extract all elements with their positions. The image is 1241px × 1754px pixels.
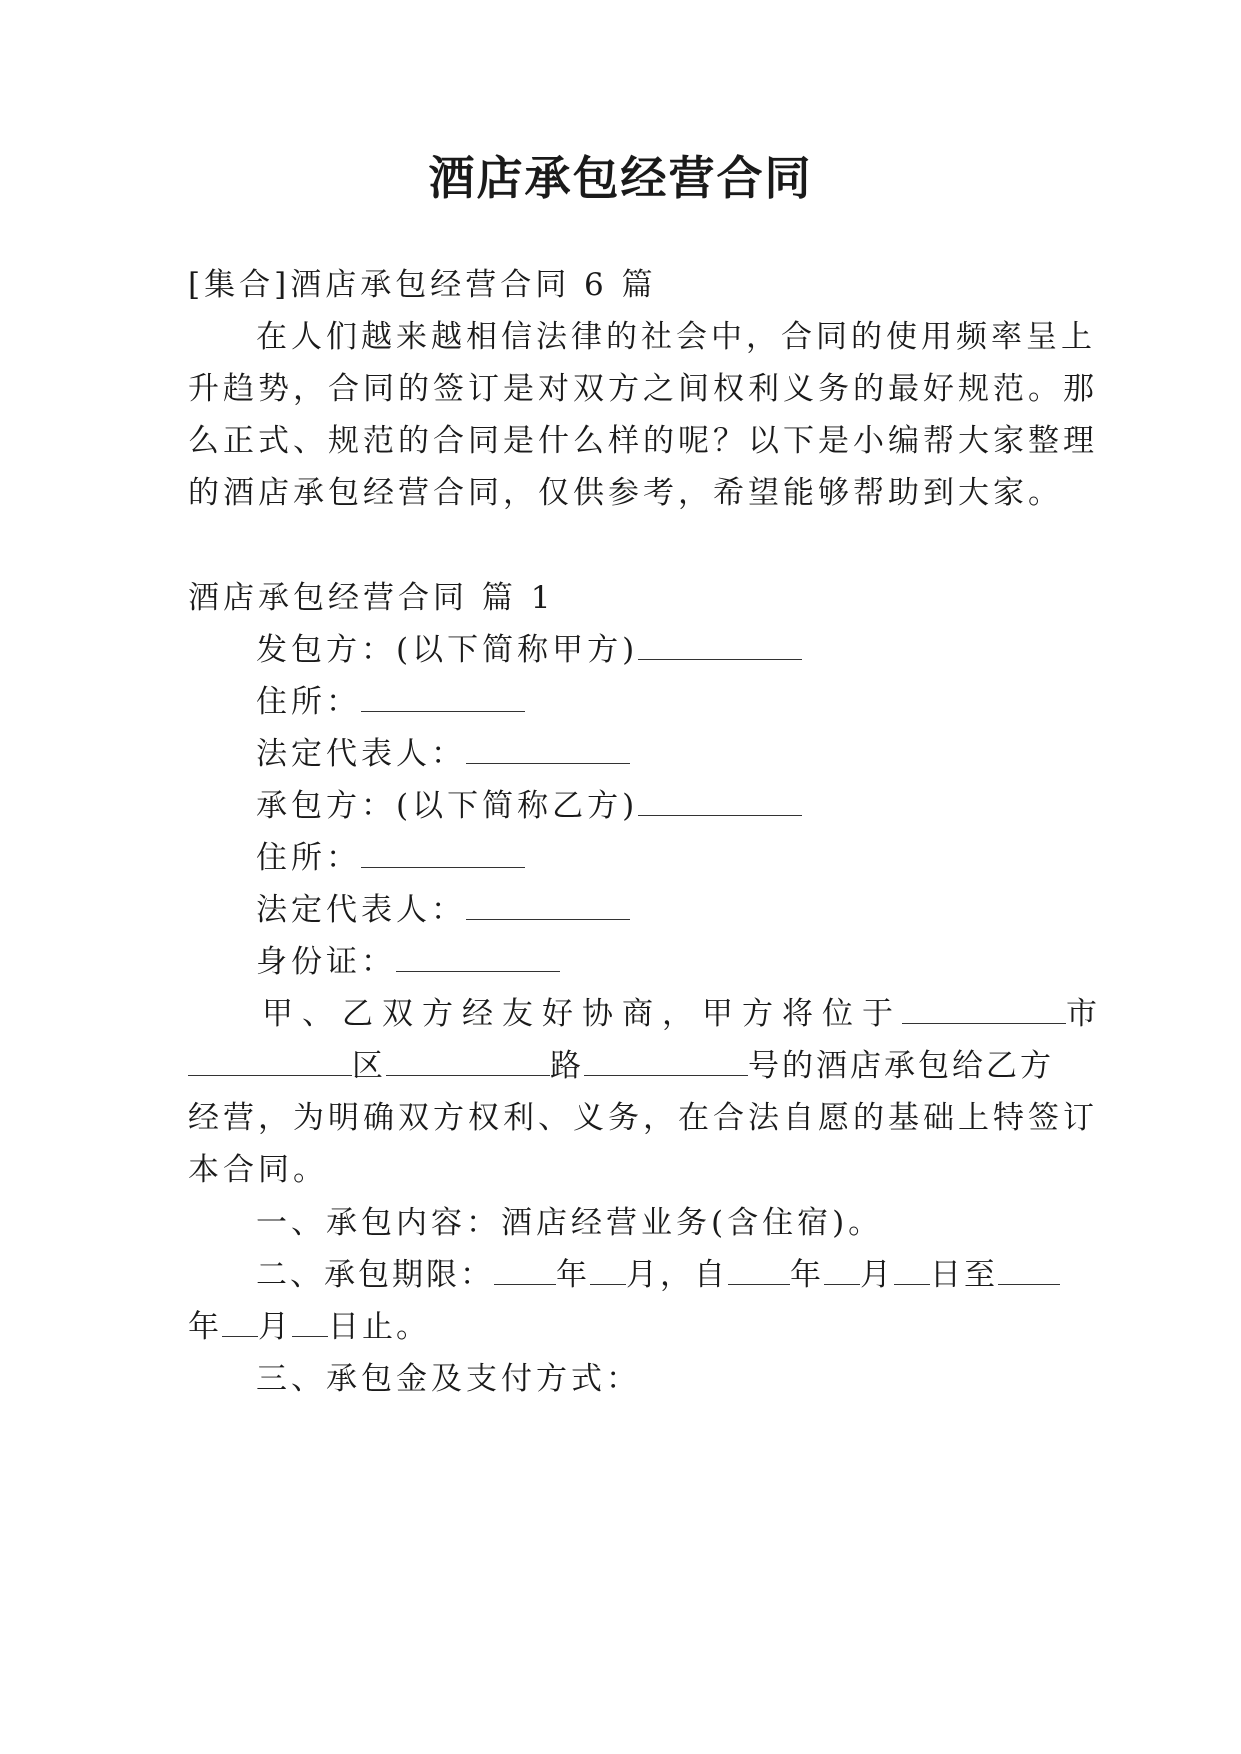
end-year-blank: [998, 1256, 1060, 1285]
party-a-blank: [638, 631, 802, 660]
end-day-blank: [292, 1308, 328, 1337]
address-b-line: [256, 838, 1136, 878]
id-label: 身份证：: [256, 944, 396, 980]
term-from-label: ，自: [660, 1257, 728, 1293]
party-b-line: [256, 786, 1136, 826]
legal-rep-a-label: 法定代表人：: [256, 736, 466, 772]
legal-rep-a-line: [256, 734, 1136, 774]
clause-2-label: 二、承包期限：: [256, 1257, 494, 1293]
address-b-label: 住所：: [256, 840, 361, 876]
body-p1-text-1: 甲、乙双方经友好协商，甲方将位于: [262, 996, 902, 1032]
term-years-label: 年: [556, 1257, 590, 1293]
party-b-blank: [638, 787, 802, 816]
end-year-label: 年: [188, 1309, 222, 1345]
party-b-label: 承包方：(以下简称乙方): [256, 788, 639, 824]
clause-1: 一、承包内容：酒店经营业务(含住宿)。: [256, 1205, 884, 1241]
legal-rep-b-blank: [466, 891, 630, 920]
address-b-blank: [361, 839, 525, 868]
start-year-blank: [728, 1256, 790, 1285]
document-subtitle: [集合]酒店承包经营合同 6 篇: [188, 267, 657, 303]
end-month-label: 月: [258, 1309, 292, 1345]
clause-3: 三、承包金及支付方式：: [256, 1361, 641, 1397]
district-label: 区: [352, 1048, 386, 1084]
start-day-label: 日至: [930, 1257, 998, 1293]
body-p1-line-2: [188, 1046, 1068, 1086]
document-title: 酒店承包经营合同: [428, 151, 813, 205]
id-blank: [396, 943, 560, 972]
end-month-blank: [222, 1308, 258, 1337]
number-blank: [584, 1047, 748, 1076]
end-day-label: 日止。: [328, 1309, 430, 1345]
city-blank: [902, 995, 1066, 1024]
term-months-label: 月: [626, 1257, 660, 1293]
intro-line-2: 升趋势，合同的签订是对双方之间权利义务的最好规范。那: [188, 371, 1098, 407]
clause-2-line-1: [256, 1255, 1136, 1295]
legal-rep-a-blank: [466, 735, 630, 764]
intro-line-4: 的酒店承包经营合同，仅供参考，希望能够帮助到大家。: [188, 475, 1063, 511]
section-heading: 酒店承包经营合同 篇 1: [188, 580, 555, 616]
body-p1-line-4: 本合同。: [188, 1152, 328, 1188]
body-p1-city-group: [902, 994, 1097, 1034]
intro-line-3: 么正式、规范的合同是什么样的呢？以下是小编帮大家整理: [188, 423, 1098, 459]
party-a-label: 发包方：(以下简称甲方): [256, 632, 639, 668]
legal-rep-b-label: 法定代表人：: [256, 892, 466, 928]
body-p1-line-3: 经营，为明确双方权利、义务，在合法自愿的基础上特签订: [188, 1100, 1098, 1136]
road-label: 路: [550, 1048, 584, 1084]
id-line: [256, 942, 1136, 982]
start-month-label: 月: [860, 1257, 894, 1293]
number-suffix: 号的酒店承包给乙方: [748, 1048, 1054, 1084]
start-month-blank: [824, 1256, 860, 1285]
legal-rep-b-line: [256, 890, 1136, 930]
district-blank: [188, 1047, 352, 1076]
address-a-label: 住所：: [256, 684, 361, 720]
body-p1-city-label: 市: [1066, 996, 1097, 1032]
term-months-blank: [590, 1256, 626, 1285]
road-blank: [386, 1047, 550, 1076]
address-a-line: [256, 682, 1136, 722]
clause-2-line-2: [188, 1307, 1068, 1347]
party-a-line: [256, 630, 1136, 670]
address-a-blank: [361, 683, 525, 712]
start-year-label: 年: [790, 1257, 824, 1293]
intro-line-1: 在人们越来越相信法律的社会中，合同的使用频率呈上: [256, 319, 1096, 355]
body-p1-line-1: [262, 994, 1097, 1034]
term-years-blank: [494, 1256, 556, 1285]
start-day-blank: [894, 1256, 930, 1285]
